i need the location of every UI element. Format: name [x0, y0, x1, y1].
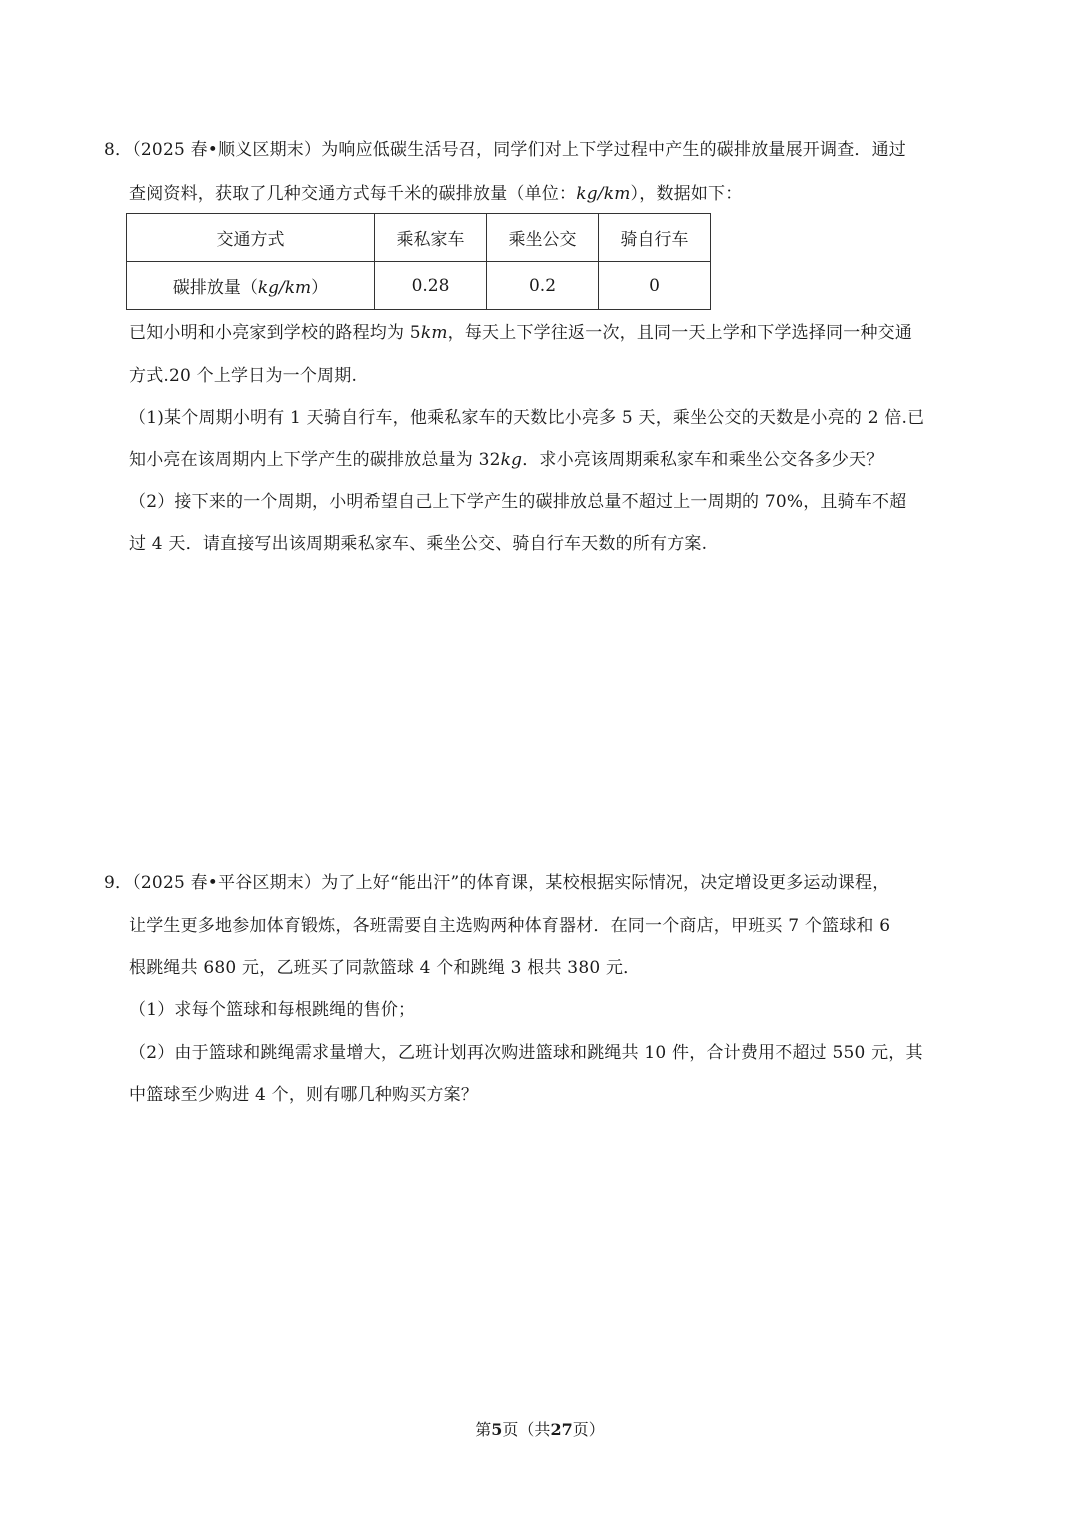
row-label-unit: kg/km [257, 278, 312, 298]
q8-unit: kg/km [576, 184, 631, 204]
q8-part-2-line-2: 过 4 天．请直接写出该周期乘私家车、乘坐公交、骑自行车天数的所有方案. [129, 534, 708, 554]
table-cell: 0 [599, 262, 711, 310]
q8-line-1: 8．（2025 春•顺义区期末）为响应低碳生活号召，同学们对上下学过程中产生的碳排放量展开调查．通过 [104, 140, 907, 160]
q8-line-3-text-a: 已知小明和小亮家到学校的路程均为 5 [129, 323, 421, 343]
table-header-cell: 交通方式 [127, 214, 375, 262]
table-header-cell: 乘私家车 [375, 214, 487, 262]
q9-part-1: （1）求每个篮球和每根跳绳的售价； [129, 1000, 416, 1020]
q8-part-1-line-1: （1)某个周期小明有 1 天骑自行车，他乘私家车的天数比小亮多 5 天，乘坐公交的天数是小亮的 2 倍.已 [129, 408, 925, 428]
footer-suffix: 页） [572, 1420, 605, 1439]
row-label-text-a: 碳排放量（ [172, 278, 258, 298]
q8-line-6-text-a: 知小亮在该周期内上下学产生的碳排放总量为 32 [129, 450, 501, 470]
row-label-text-b: ） [311, 278, 329, 298]
emission-table [126, 213, 711, 310]
q8-line-2-text-b: ），数据如下： [630, 184, 743, 204]
q8-line-2-text-a: 查阅资料，获取了几种交通方式每千米的碳排放量（单位： [129, 184, 577, 204]
q9-part-2-line-2: 中篮球至少购进 4 个，则有哪几种购买方案？ [129, 1085, 479, 1105]
q8-line-3 [129, 321, 912, 345]
q8-part-1-line-2 [129, 448, 883, 472]
q8-km-unit: km [420, 323, 448, 343]
q8-line-2 [129, 182, 742, 206]
table-header-cell: 骑自行车 [599, 214, 711, 262]
q9-part-2-line-1: （2）由于篮球和跳绳需求量增大，乙班计划再次购进篮球和跳绳共 10 件，合计费用不超过 550 元，其 [129, 1043, 923, 1063]
table-header-row [127, 214, 711, 262]
q8-line-6-text-b: ．求小亮该周期乘私家车和乘坐公交各多少天？ [522, 450, 884, 470]
table-cell: 0.2 [487, 262, 599, 310]
table-cell: 0.28 [375, 262, 487, 310]
q9-line-2: 让学生更多地参加体育锻炼，各班需要自主选购两种体育器材．在同一个商店，甲班买 7 个篮球和 6 [129, 916, 891, 936]
footer-page-number: 5 [491, 1420, 503, 1439]
footer-total-pages: 27 [550, 1420, 573, 1439]
table-header-cell: 乘坐公交 [487, 214, 599, 262]
q9-line-1: 9．（2025 春•平谷区期末）为了上好“能出汗”的体育课，某校根据实际情况，决定增设更多运动课程， [104, 873, 890, 893]
q8-line-4: 方式.20 个上学日为一个周期. [129, 366, 358, 386]
q9-line-3: 根跳绳共 680 元，乙班买了同款篮球 4 个和跳绳 3 根共 380 元． [129, 958, 641, 978]
page-footer [0, 1417, 1080, 1440]
footer-mid: 页（共 [502, 1420, 551, 1439]
q8-part-2-line-1: （2）接下来的一个周期，小明希望自己上下学产生的碳排放总量不超过上一周期的 70%，且骑车不超 [129, 492, 907, 512]
q8-line-3-text-b: ，每天上下学往返一次，且同一天上学和下学选择同一种交通 [447, 323, 913, 343]
table-row [127, 262, 711, 310]
q8-kg-unit: kg [500, 450, 523, 470]
table-row-label [127, 262, 375, 310]
footer-prefix: 第 [475, 1420, 492, 1439]
